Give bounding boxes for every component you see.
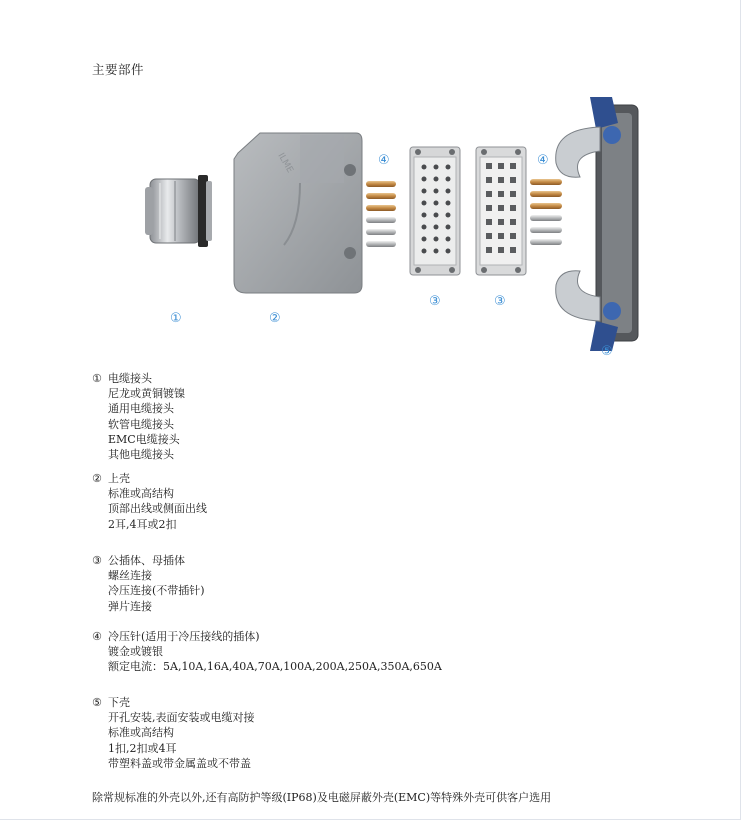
section-marker: ①: [92, 372, 102, 385]
section-item: 通用电缆接头: [108, 402, 174, 416]
section-item: 1扣,2扣或4耳: [108, 741, 177, 755]
section-item: 冷压连接(不带插针): [108, 584, 205, 598]
label-crimp-left: ④: [378, 153, 390, 168]
section-item: 开孔安装,表面安装或电缆对接: [108, 711, 255, 725]
section-item: 软管电缆接头: [108, 417, 174, 431]
section-marker: ④: [92, 630, 102, 643]
crimp-pins-right-image: [530, 179, 562, 245]
label-crimp-right: ④: [537, 153, 549, 168]
section-item: 尼龙或黄铜镀镍: [108, 387, 185, 401]
section-item: 2耳,4耳或2扣: [108, 517, 177, 531]
cable-gland-image: [145, 175, 212, 247]
section-marker: ③: [92, 554, 102, 567]
hood-image: [234, 133, 362, 293]
section-item: 额定电流：5A,10A,16A,40A,70A,100A,200A,250A,350A,650A: [108, 660, 442, 674]
section-item: 顶部出线或侧面出线: [108, 502, 207, 516]
crimp-pins-left-image: [366, 181, 396, 247]
footer-note: 除常规标准的外壳以外,还有高防护等级(IP68)及电磁屏蔽外壳(EMC)等特殊外壳可供客户选用: [92, 791, 552, 804]
section-title: 公插体、母插体: [108, 554, 185, 567]
section-item: EMC电缆接头: [108, 432, 180, 446]
female-insert-image: [476, 147, 526, 275]
section-item: 标准或高结构: [108, 726, 174, 740]
section-inserts: [92, 553, 205, 614]
section-marker: ⑤: [92, 696, 102, 709]
section-housing: [92, 695, 255, 771]
section-cable-gland: [92, 371, 185, 462]
components-figure: [0, 95, 742, 375]
section-marker: ②: [92, 472, 102, 485]
label-female-insert: ③: [494, 294, 506, 309]
section-title: 上壳: [108, 472, 130, 485]
section-item: 镀金或镀银: [108, 645, 163, 659]
page-title: 主要部件: [92, 62, 145, 77]
housing-image: [556, 97, 638, 351]
section-item: 标准或高结构: [108, 487, 174, 501]
section-item: 弹片连接: [108, 599, 152, 613]
section-title: 冷压针(适用于冷压接线的插体): [108, 630, 260, 643]
section-item: 带塑料盖或带金属盖或不带盖: [108, 756, 251, 770]
section-hood: [92, 471, 207, 532]
section-title: 电缆接头: [108, 372, 152, 385]
section-crimp-pins: [92, 629, 442, 675]
section-title: 下壳: [108, 696, 130, 709]
hood-embossing: ILME: [275, 151, 295, 175]
section-item: 螺丝连接: [108, 569, 152, 583]
section-item: 其他电缆接头: [108, 448, 174, 462]
male-insert-image: [410, 147, 460, 275]
label-hood: ②: [269, 311, 281, 326]
label-housing: ⑤: [601, 344, 613, 359]
label-cable-gland: ①: [170, 311, 182, 326]
label-male-insert: ③: [429, 294, 441, 309]
components-illustration: [0, 95, 742, 375]
